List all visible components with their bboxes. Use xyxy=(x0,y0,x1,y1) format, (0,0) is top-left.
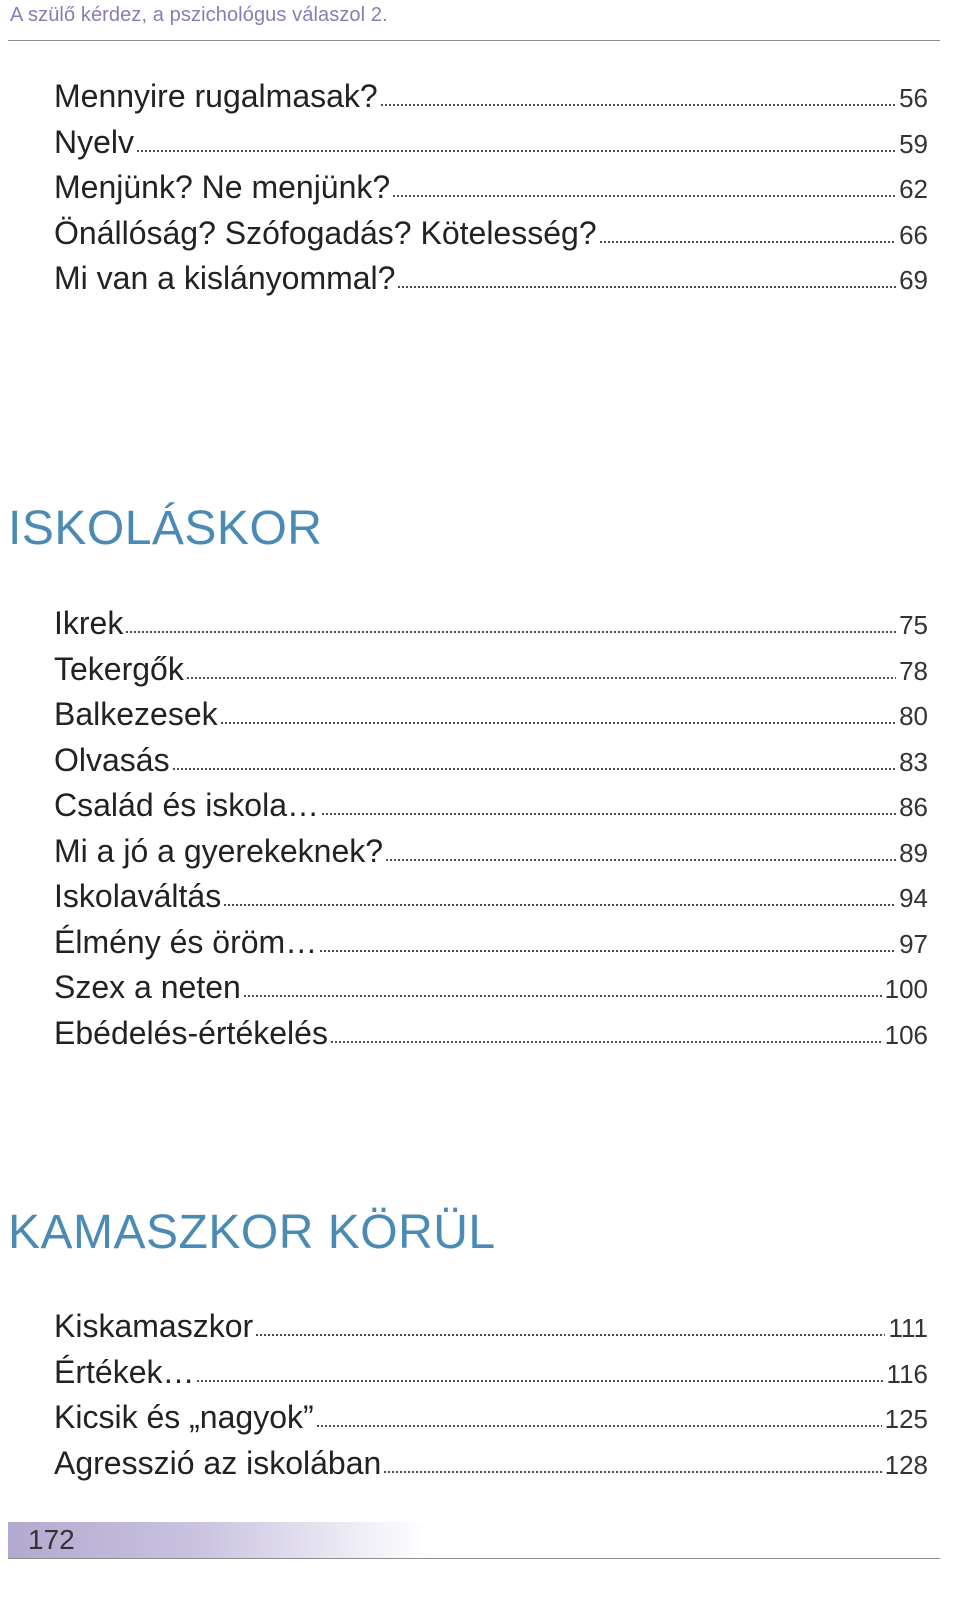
toc-entry-title: Mi van a kislányommal? xyxy=(54,260,396,296)
toc-entry-title: Olvasás xyxy=(54,741,170,778)
toc-leader-dots xyxy=(186,672,896,680)
toc-entry-title: Iskolaváltás xyxy=(54,878,222,914)
toc-entry[interactable] xyxy=(54,120,928,166)
toc-leader-dots xyxy=(125,626,896,634)
footer-rule xyxy=(8,1558,940,1559)
toc-entry-page: 78 xyxy=(899,655,928,686)
toc-entry[interactable] xyxy=(54,601,928,647)
toc-entry[interactable] xyxy=(54,965,928,1011)
toc-entry-page: 116 xyxy=(886,1358,928,1389)
toc-entry-page: 56 xyxy=(899,83,928,113)
toc-entry[interactable] xyxy=(54,829,928,875)
toc-leader-dots xyxy=(220,717,896,725)
toc-entry-title: Élmény és öröm… xyxy=(54,923,318,960)
toc-entry-page: 86 xyxy=(899,792,928,822)
toc-entry[interactable] xyxy=(54,738,928,784)
toc-entry-page: 89 xyxy=(899,837,928,868)
toc-entry-page: 66 xyxy=(899,219,928,250)
toc-entry-title: Balkezesek xyxy=(54,696,218,732)
toc-entry[interactable] xyxy=(54,920,928,966)
toc-leader-dots xyxy=(330,1036,882,1044)
toc-top-list xyxy=(54,74,928,302)
toc-entry-page: 106 xyxy=(884,1019,928,1050)
toc-entry[interactable] xyxy=(54,165,928,211)
toc-entry[interactable] xyxy=(54,211,928,257)
toc-entry[interactable] xyxy=(54,1441,928,1487)
page-number: 172 xyxy=(28,1524,75,1555)
toc-entry-page: 128 xyxy=(884,1449,928,1480)
toc-entry-page: 97 xyxy=(899,928,928,959)
toc-entry-title: Tekergők xyxy=(54,650,184,687)
toc-leader-dots xyxy=(316,1420,882,1428)
toc-entry[interactable] xyxy=(54,1350,928,1396)
toc-entry-page: 125 xyxy=(884,1404,928,1434)
toc-leader-dots xyxy=(223,899,896,907)
toc-leader-dots xyxy=(255,1329,885,1337)
toc-entry-title: Mi a jó a gyerekeknek? xyxy=(54,832,384,869)
toc-entry[interactable] xyxy=(54,1011,928,1057)
header-rule xyxy=(8,40,940,41)
toc-entry-page: 75 xyxy=(899,610,928,640)
toc-entry-page: 83 xyxy=(899,746,928,777)
toc-leader-dots xyxy=(392,190,896,198)
toc-entry-title: Kiskamaszkor xyxy=(54,1308,254,1344)
toc-leader-dots xyxy=(136,145,896,153)
toc-entry-title: Ebédelés-értékelés xyxy=(54,1014,328,1051)
toc-leader-dots xyxy=(397,281,896,289)
toc-entry-page: 94 xyxy=(899,883,928,913)
toc-entry-title: Agresszió az iskolában xyxy=(54,1444,382,1481)
toc-iskolaskor-list xyxy=(54,601,928,1056)
toc-leader-dots xyxy=(321,808,896,816)
toc-entry-page: 59 xyxy=(899,128,928,159)
toc-entry[interactable] xyxy=(54,256,928,302)
toc-entry[interactable] xyxy=(54,1395,928,1441)
section-heading-kamaszkor: KAMASZKOR KÖRÜL xyxy=(8,1206,496,1259)
toc-entry[interactable] xyxy=(54,1304,928,1350)
toc-entry-page: 62 xyxy=(899,174,928,204)
toc-entry[interactable] xyxy=(54,692,928,738)
toc-leader-dots xyxy=(172,763,896,771)
running-header: A szülő kérdez, a pszichológus válaszol 2. xyxy=(10,4,388,26)
toc-entry-title: Kicsik és „nagyok” xyxy=(54,1399,314,1435)
toc-leader-dots xyxy=(243,990,882,998)
toc-entry-page: 111 xyxy=(888,1313,928,1343)
toc-leader-dots xyxy=(196,1375,883,1383)
toc-entry-title: Család és iskola… xyxy=(54,787,319,823)
toc-entry[interactable] xyxy=(54,647,928,693)
toc-entry-title: Menjünk? Ne menjünk? xyxy=(54,169,391,205)
toc-entry-title: Mennyire rugalmasak? xyxy=(54,78,378,114)
toc-entry-page: 100 xyxy=(884,974,928,1004)
toc-entry[interactable] xyxy=(54,874,928,920)
toc-entry-title: Értékek… xyxy=(54,1353,195,1390)
toc-entry-title: Önállóság? Szófogadás? Kötelesség? xyxy=(54,214,597,251)
toc-entry-title: Ikrek xyxy=(54,605,124,641)
toc-leader-dots xyxy=(380,99,896,107)
toc-entry[interactable] xyxy=(54,74,928,120)
toc-entry-page: 80 xyxy=(899,701,928,731)
toc-leader-dots xyxy=(319,945,896,953)
toc-entry-page: 69 xyxy=(899,265,928,295)
toc-leader-dots xyxy=(599,236,896,244)
toc-entry[interactable] xyxy=(54,783,928,829)
toc-leader-dots xyxy=(385,854,896,862)
toc-kamaszkor-list xyxy=(54,1304,928,1486)
toc-entry-title: Nyelv xyxy=(54,123,135,160)
section-heading-iskolaskor: ISKOLÁSKOR xyxy=(8,502,323,555)
toc-leader-dots xyxy=(383,1466,881,1474)
toc-entry-title: Szex a neten xyxy=(54,969,241,1005)
